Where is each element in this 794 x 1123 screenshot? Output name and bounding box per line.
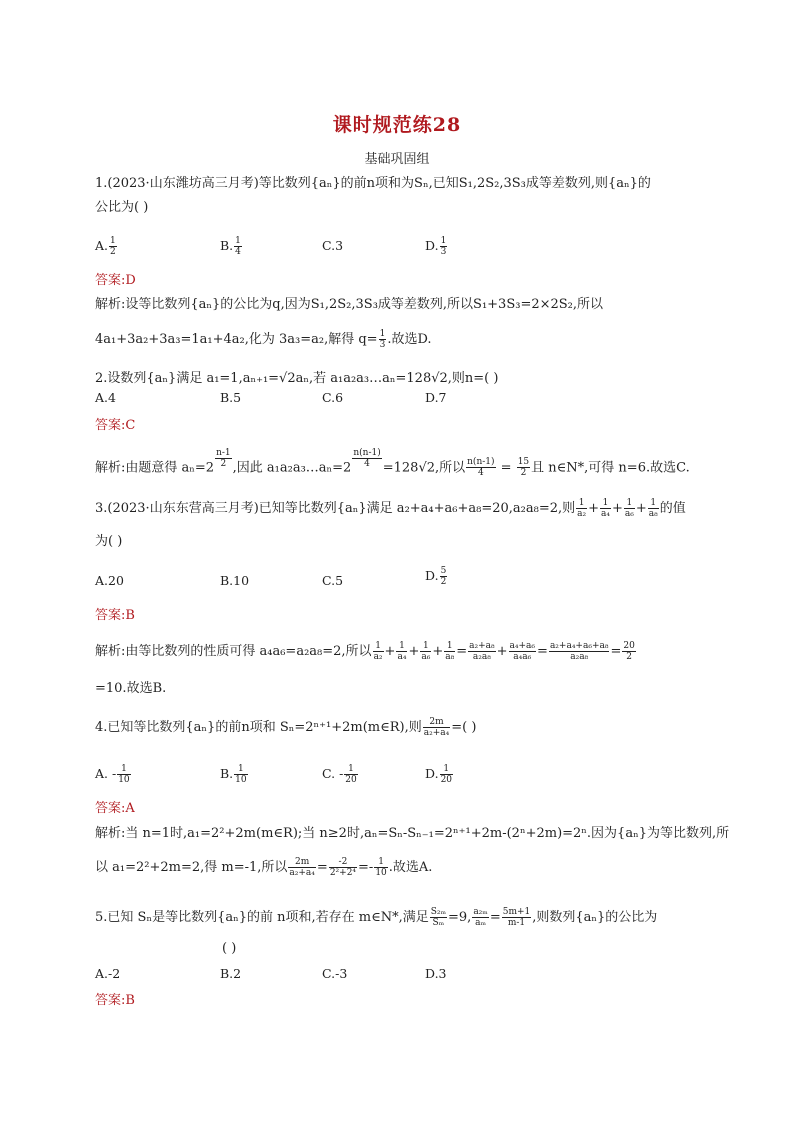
q1-option-a: A. $\frac{1}{2}$: [95, 236, 116, 257]
q4-option-b: B. $\frac{1}{10}$: [220, 764, 247, 785]
section-subtitle: 基础巩固组: [364, 152, 430, 167]
q1-solution-line1: 解析:设等比数列{aₙ}的公比为q,因为S₁,2S₂,3S₃成等差数列,所以S₁+3S₃=2×2S₂,所以: [95, 297, 604, 312]
q3-stem-line2: 为( ): [95, 534, 123, 549]
q3-option-d: D. $\frac{5}{2}$: [425, 566, 447, 587]
q1-stem-line1: 1.(2023·山东潍坊高三月考)等比数列{aₙ}的前n项和为Sₙ,已知S₁,2S₂,3S₃成等差数列,则{aₙ}的: [95, 176, 651, 191]
q2-answer: 答案:C: [95, 418, 136, 433]
q2-solution: 解析:由题意得 aₙ=2 $^{\frac{n-1}{2}}$ ,因此 a₁a₂a₃…aₙ=2 $^{\frac{n(n-1)}{4}}$ =128√2,所以 $\frac{n(n-1)}{4}$ = $\frac{15}{2}$ 且 n∈N*,可得 n=6.故选C.: [95, 448, 690, 479]
q5-stem-line2: ( ): [222, 941, 237, 956]
q1-stem-line2: 公比为( ): [95, 200, 149, 215]
q4-answer: 答案:A: [95, 801, 135, 816]
q3-option-a: A.20: [95, 573, 124, 588]
q3-solution-line2: =10.故选B.: [95, 681, 167, 696]
q3-stem-line1: 3.(2023·山东东营高三月考)已知等比数列{aₙ}满足 a₂+a₄+a₆+a₈=20,a₂a₈=2,则 $\frac{1}{\text{a₂}}$ + $\frac{1}{\text{a₄}}$ + $\frac{1}{\text{a₆}}$ + $\frac{1}{\text{a₈}}$ 的值: [95, 498, 686, 519]
q5-answer: 答案:B: [95, 993, 135, 1008]
q1-option-d: D. $\frac{1}{3}$: [425, 236, 447, 257]
q2-stem: 2.设数列{aₙ}满足 a₁=1,aₙ₊₁=√2aₙ,若 a₁a₂a₃…aₙ=128√2,则n=( ): [95, 371, 499, 386]
q5-option-d: D.3: [425, 966, 447, 981]
q5-option-a: A.-2: [95, 966, 121, 981]
q3-option-b: B.10: [220, 573, 250, 588]
q5-option-b: B.2: [220, 966, 242, 981]
q3-answer: 答案:B: [95, 608, 135, 623]
q2-option-c: C.6: [322, 390, 344, 405]
q4-solution-line1: 解析:当 n=1时,a₁=2²+2m(m∈R);当 n≥2时,aₙ=Sₙ-Sₙ₋₁=2ⁿ⁺¹+2m-(2ⁿ+2m)=2ⁿ.因为{aₙ}为等比数列,所: [95, 826, 730, 841]
q3-option-c: C.5: [322, 573, 344, 588]
q4-stem: 4.已知等比数列{aₙ}的前n项和 Sₙ=2ⁿ⁺¹+2m(m∈R),则 $\frac{2m}{\text{a₂+a₄}}$ =( ): [95, 717, 477, 738]
q5-option-c: C.-3: [322, 966, 348, 981]
q4-option-d: D. $\frac{1}{20}$: [425, 764, 453, 785]
q3-solution-line1: 解析:由等比数列的性质可得 a₄a₆=a₂a₈=2,所以 $\frac{1}{\text{a₂}}$ + $\frac{1}{\text{a₄}}$ + $\frac{1}{\text{a₆}}$ + $\frac{1}{\text{a₈}}$ = $\frac{\text{a₂+a₈}}{\text{a₂a₈}}$ + $\frac{\text{a₄+a₆}}{\text{a₄a₆}}$ = $\frac{\text{a₂+a₄+a₆+a₈}}{\text{a₂a₈}}$ = $\frac{20}{2}$: [95, 641, 635, 662]
q5-stem-line1: 5.已知 Sₙ是等比数列{aₙ}的前 n项和,若存在 m∈N*,满足 $\frac{\text{S₂ₘ}}{\text{Sₘ}}$ =9, $\frac{\text{a₂ₘ}}{\text{aₘ}}$ = $\frac{5m+1}{m-1}$ ,则数列{aₙ}的公比为: [95, 907, 658, 928]
q4-option-a: A. - $\frac{1}{10}$: [95, 764, 130, 785]
q2-option-a: A.4: [95, 390, 116, 405]
q1-solution-line2: 4a₁+3a₂+3a₃=1a₁+4a₂,化为 3a₃=a₂,解得 q= $\frac{1}{3}$ .故选D.: [95, 329, 432, 350]
q1-option-b: B. $\frac{1}{4}$: [220, 236, 241, 257]
q1-option-c: C.3: [322, 238, 344, 253]
page-title: 课时规范练28: [332, 114, 462, 136]
q4-option-c: C. - $\frac{1}{20}$: [322, 764, 357, 785]
q2-option-d: D.7: [425, 390, 447, 405]
q2-option-b: B.5: [220, 390, 242, 405]
q1-answer: 答案:D: [95, 273, 136, 288]
q4-solution-line2: 以 a₁=2²+2m=2,得 m=-1,所以 $\frac{2m}{\text{a₂+a₄}}$ = $\frac{-2}{\text{2²+2⁴}}$ =- $\frac{1}{10}$ .故选A.: [95, 857, 433, 878]
